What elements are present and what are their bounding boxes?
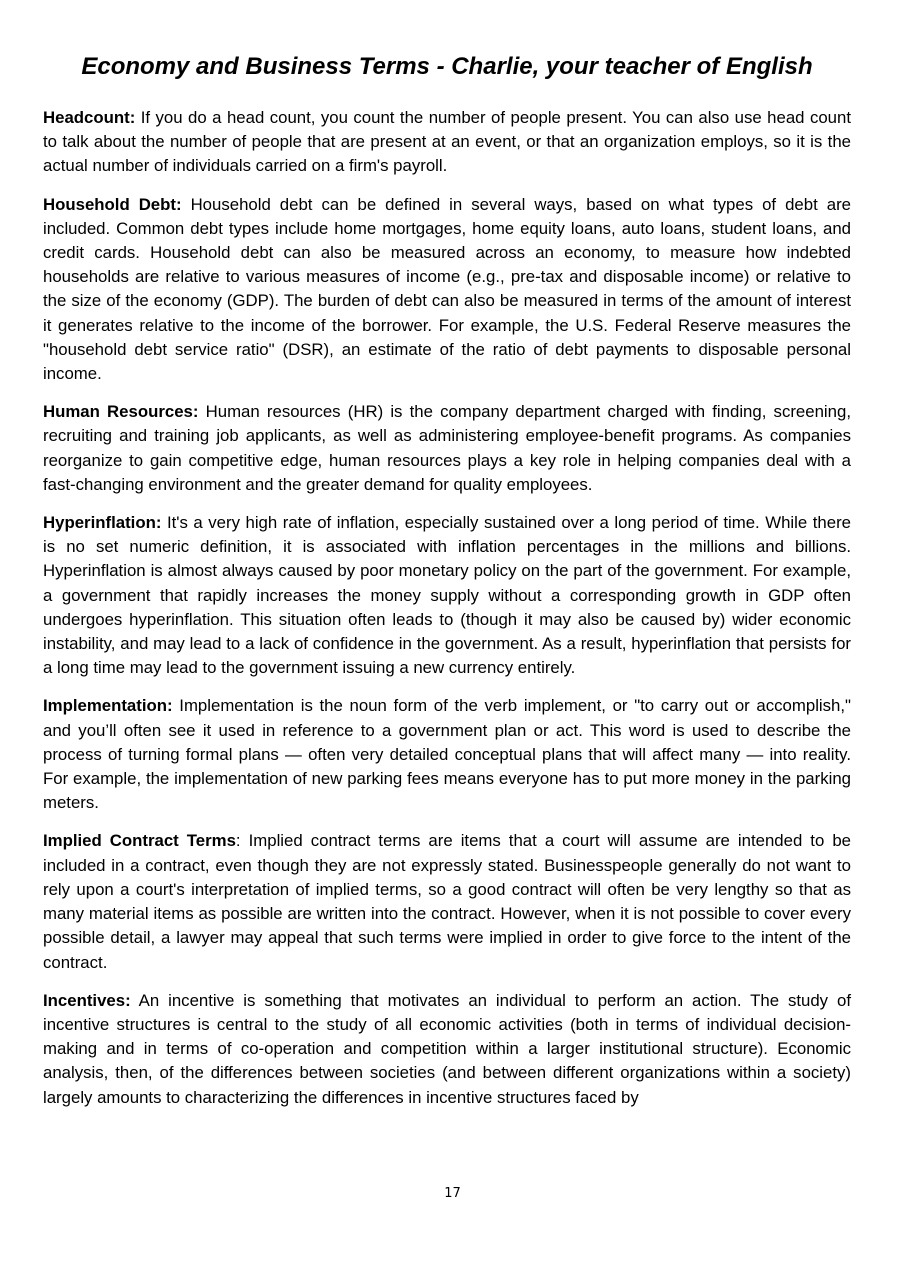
entry-definition: Household debt can be defined in several ways, based on what types of debt are included. Common debt types include home mortgages, home equity loans, auto loans, student loans, and credit cards. Household debt can also be measured across an economy, to measure how indebted households are relative to various measures of income (e.g., pre-tax and disposable income) or relative to the size of the economy (GDP). The burden of debt can also be measured in terms of the amount of interest it generates relative to the income of the borrower. For example, the U.S. Federal Reserve measures the "household debt service ratio" (DSR), an estimate of the ratio of debt payments to disposable personal income. (43, 194, 851, 384)
document-page (43, 50, 851, 1124)
glossary-entry-implied-contract-terms (43, 829, 851, 974)
entry-term: Incentives: (43, 990, 131, 1010)
entry-term: Household Debt: (43, 194, 182, 214)
entry-definition: An incentive is something that motivates an individual to perform an action. The study of incentive structures is central to the study of all economic activities (both in terms of individual decision-making and in terms of co-operation and competition within a larger institutional structure). Economic analysis, then, of the differences between societies (and between different organizations within a society) largely amounts to characterizing the differences in incentive structures faced by (43, 990, 851, 1107)
entry-term: Headcount: (43, 108, 136, 127)
glossary-entry-household-debt (43, 193, 851, 387)
entry-term: Hyperinflation: (43, 513, 162, 533)
entry-definition: Implied contract terms are items that a court will assume are intended to be included in a contract, even though they are not expressly stated. Businesspeople generally do not want to rely upon a court's interpretation of implied terms, so a good contract will often be very lengthy so that as many material items as possible are written into the contract. However, when it is not possible to cover every possible detail, a lawyer may appeal that such terms were implied in order to give force to the intent of the contract. (43, 831, 851, 972)
glossary-entry-hyperinflation (43, 511, 851, 680)
page-number: 17 (444, 1186, 461, 1201)
entry-definition: If you do a head count, you count the number of people present. You can also use head count to talk about the number of people that are present at an event, or that an organization employs, so it is the actual number of individuals carried on a firm's payroll. (43, 108, 851, 176)
entry-term: Implementation: (43, 696, 173, 716)
glossary-entry-incentives (43, 989, 851, 1110)
entry-term: Implied Contract Terms (43, 831, 236, 851)
entry-definition: It's a very high rate of inflation, especially sustained over a long period of time. While there is no set numeric definition, it is associated with inflation percentages in the millions and billions. Hyperinflation is almost always caused by poor monetary policy on the part of the government. For example, a government that rapidly increases the money supply without a corresponding growth in GDP often undergoes hyperinflation. This situation often leads to (though it may also be caused by) wider economic instability, and may lead to a lack of confidence in the government. As a result, hyperinflation that persists for a long time may lead to the government issuing a new currency entirely. (43, 513, 851, 678)
glossary-entry-headcount (43, 106, 851, 179)
entry-term-separator: : (235, 831, 241, 851)
glossary-entry-implementation (43, 694, 851, 815)
glossary-entry-human-resources (43, 400, 851, 497)
entry-definition: Implementation is the noun form of the verb implement, or "to carry out or accomplish," and you’ll often see it used in reference to a government plan or act. This word is used to describe the process of turning formal plans — often very detailed conceptual plans that will affect many — into reality. For example, the implementation of new parking fees means everyone has to put more money in the parking meters. (43, 696, 851, 813)
page-title: Economy and Business Terms - Charlie, your teacher of English (81, 53, 813, 80)
entry-definition: Human resources (HR) is the company department charged with finding, screening, recruiting and training job applicants, as well as administering employee-benefit programs. As companies reorganize to gain competitive edge, human resources plays a key role in helping companies deal with a fast-changing environment and the greater demand for quality employees. (43, 402, 851, 494)
entry-term: Human Resources: (43, 402, 199, 422)
